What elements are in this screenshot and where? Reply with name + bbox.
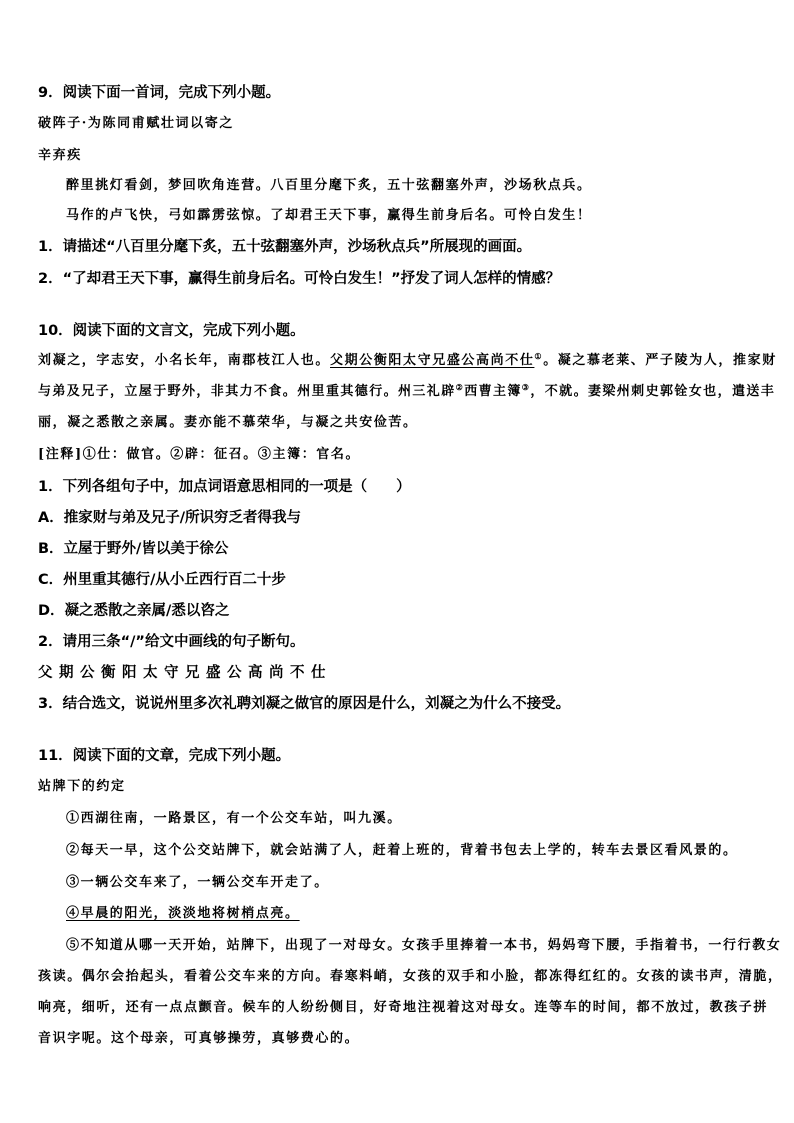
q10-passage-text: ，不就。妻梁州刺史郭铨女也，遣送丰 [530, 384, 776, 399]
q10-sentence-to-punctuate: 父期公衡阳太守兄盛公高尚不仕 [38, 665, 332, 681]
q10-underlined-sentence: 父期公衡阳太守兄盛公高尚不仕 [330, 353, 535, 368]
q9-poem-line-2: 马作的卢飞快，弓如霹雳弦惊。了却君王天下事，赢得生前身后名。可怜白发生！ [66, 208, 592, 223]
q9-poem-line-1: 醉里挑灯看剑，梦回吹角连营。八百里分麾下炙，五十弦翻塞外声，沙场秋点兵。 [66, 178, 592, 193]
q9-subquestion-2: 2．“了却君王天下事，赢得生前身后名。可怜白发生！”抒发了词人怎样的情感？ [38, 271, 561, 287]
q10-passage-text: 西曹主簿 [464, 384, 522, 399]
q10-option-d: D．凝之悉散之亲属/悉以咨之 [38, 603, 230, 619]
q10-passage-line-2 [38, 382, 776, 399]
q10-subquestion-1: 1．下列各组句子中，加点词语意思相同的一项是（ ） [38, 479, 411, 495]
q10-option-c: C．州里重其德行/从小丘西行百二十步 [38, 572, 286, 588]
q10-notes: [注释]①仕：做官。②辟：征召。③主簿：官名。 [38, 447, 361, 462]
q11-paragraph-5-line-1: ⑤不知道从哪一天开始，站牌下，出现了一对母女。女孩手里捧着一本书，妈妈弯下腰，手指着书，一行行教女 [66, 938, 782, 953]
q10-passage-text: 刘凝之，字志安，小名长年，南郡枝江人也。 [38, 353, 331, 368]
q11-paragraph-5-line-2: 孩读。偶尔会抬起头，看着公交车来的方向。春寒料峭，女孩的双手和小脸，都冻得红红的。女孩的读书声，清脆， [38, 969, 783, 984]
q11-paragraph-5-line-3: 响亮，细听，还有一点点颤音。候车的人纷纷侧目，好奇地注视着这对母女。连等车的时间，都不放过，教孩子拼 [38, 1000, 769, 1015]
q10-passage-text: 。凝之慕老莱、严子陵为人，推家财 [543, 353, 777, 368]
q11-heading: 11．阅读下面的文章，完成下列小题。 [38, 748, 291, 764]
q11-paragraph-3: ③一辆公交车来了，一辆公交车开走了。 [66, 875, 329, 890]
q9-heading: 9．阅读下面一首词，完成下列小题。 [38, 85, 281, 101]
q10-subquestion-2: 2．请用三条“/”给文中画线的句子断句。 [38, 634, 305, 650]
footnote-marker: ① [534, 351, 544, 361]
q11-paragraph-1: ①西湖往南，一路景区，有一个公交车站，叫九溪。 [66, 811, 402, 826]
q10-subquestion-3: 3．结合选文，说说州里多次礼聘刘凝之做官的原因是什么，刘凝之为什么不接受。 [38, 696, 571, 712]
q11-article-title: 站牌下的约定 [38, 779, 126, 794]
q10-passage-text: 与弟及兄子，立屋于野外，非其力不食。州里重其德行。州三礼辟 [38, 384, 456, 399]
footnote-marker: ③ [521, 382, 531, 392]
q10-passage-line-3: 丽，凝之悉散之亲属。妻亦能不慕荣华，与凝之共安俭苦。 [38, 415, 418, 430]
q11-paragraph-5-line-4: 音识字呢。这个母亲，可真够操劳，真够费心的。 [38, 1031, 360, 1046]
q11-paragraph-4: ④早晨的阳光，淡淡地将树梢点亮。 [66, 906, 300, 921]
footnote-marker: ② [455, 382, 465, 392]
q9-subquestion-1: 1．请描述“八百里分麾下炙，五十弦翻塞外声，沙场秋点兵”所展现的画面。 [38, 239, 532, 255]
q10-option-a: A．推家财与弟及兄子/所识穷乏者得我与 [38, 510, 302, 526]
q10-heading: 10．阅读下面的文言文，完成下列小题。 [38, 323, 305, 339]
q10-option-b: B．立屋于野外/皆以美于徐公 [38, 541, 229, 557]
q9-poem-author: 辛弃疾 [38, 148, 82, 163]
q10-passage-line-1 [38, 351, 777, 368]
q11-paragraph-2: ②每天一早，这个公交站牌下，就会站满了人，赶着上班的，背着书包去上学的，转车去景区看风景的。 [66, 843, 738, 858]
q9-poem-title: 破阵子·为陈同甫赋壮词以寄之 [38, 116, 234, 131]
